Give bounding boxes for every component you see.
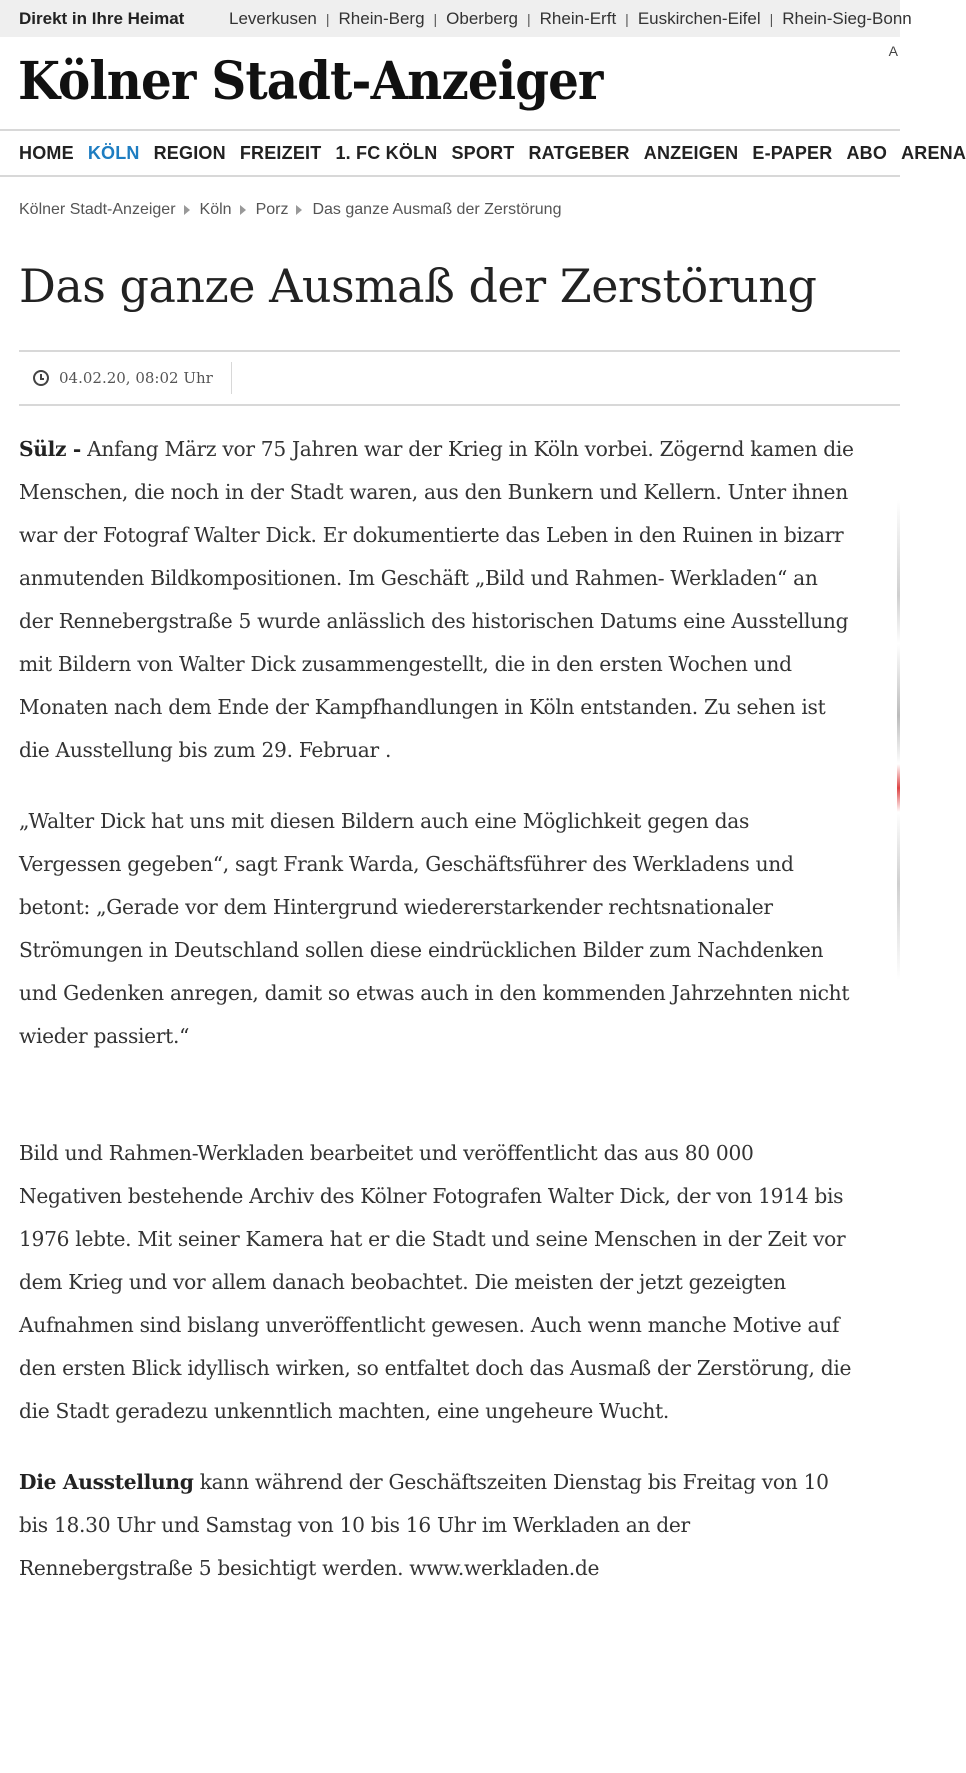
article-paragraph bbox=[19, 428, 857, 772]
page-title: Das ganze Ausmaß der Zerstörung bbox=[19, 259, 817, 313]
region-link-rhein-sieg-bonn[interactable]: Rhein-Sieg-Bonn bbox=[782, 8, 912, 28]
region-separator: | bbox=[433, 10, 438, 27]
nav-item-ratgeber[interactable]: RATGEBER bbox=[528, 142, 630, 163]
site-logo[interactable]: Kölner Stadt-Anzeiger bbox=[18, 51, 603, 112]
nav-item-home[interactable]: HOME bbox=[19, 142, 74, 163]
breadcrumb-item-home[interactable]: Kölner Stadt-Anzeiger bbox=[19, 201, 176, 218]
region-link-rhein-berg[interactable]: Rhein-Berg bbox=[338, 8, 425, 28]
region-links bbox=[229, 9, 912, 29]
regional-topbar bbox=[0, 0, 912, 37]
main-navigation bbox=[0, 131, 966, 177]
masthead bbox=[0, 37, 900, 131]
home-region-label: Direkt in Ihre Heimat bbox=[19, 8, 185, 28]
nav-item-abo[interactable]: ABO bbox=[846, 142, 888, 163]
region-link-euskirchen-eifel[interactable]: Euskirchen-Eifel bbox=[637, 8, 761, 28]
region-link-leverkusen[interactable]: Leverkusen bbox=[229, 8, 317, 28]
nav-item-koeln[interactable]: KÖLN bbox=[87, 142, 140, 163]
breadcrumb-item-current: Das ganze Ausmaß der Zerstörung bbox=[312, 201, 562, 218]
article-paragraph bbox=[19, 1461, 857, 1590]
publish-date: 04.02.20, 08:02 Uhr bbox=[59, 362, 232, 394]
paragraph-lead: Die Ausstellung bbox=[19, 1469, 194, 1494]
region-separator: | bbox=[625, 10, 629, 27]
breadcrumb bbox=[0, 201, 900, 219]
article-paragraph: Bild und Rahmen-Werkladen bearbeitet und veröffentlicht das aus 80 000 Negativen bestehende Archiv des Kölner Fotografen Walter Dick, der von 1914 bis 1976 lebte. Mit seiner Kamera hat er die Stadt und seine Menschen in der Zeit vor dem Krieg und vor allem danach beobachtet. Die meisten der jetzt gezeigten Aufnahmen sind bislang unveröffentlicht gewesen. Auch wenn manche Motive auf den ersten Blick idyllisch wirken, so entfaltet doch das Ausmaß der Zerstörung, die die Stadt geradezu unkenntlich machten, eine ungeheure Wucht. bbox=[19, 1140, 852, 1423]
chevron-right-icon bbox=[184, 205, 190, 215]
chevron-right-icon bbox=[240, 205, 246, 215]
nav-item-freizeit[interactable]: FREIZEIT bbox=[239, 142, 322, 163]
breadcrumb-item-porz[interactable]: Porz bbox=[255, 201, 289, 218]
paragraph-text: kann während der Geschäftszeiten Dienstag bis Freitag von 10 bis 18.30 Uhr und Samstag von 10 bis 16 Uhr im Werkladen an der Rennebergstraße 5 besichtigt werden. www.werkladen.de bbox=[19, 1469, 829, 1580]
article-paragraph: „Walter Dick hat uns mit diesen Bildern auch eine Möglichkeit gegen das Vergessen gegeben“, sagt Frank Warda, Geschäftsführer des Werkladens und betont: „Gerade vor dem Hintergrund wiedererstarkender rechtsnationaler Strömungen in Deutschland sollen diese eindrücklichen Bilder zum Nachdenken und Gedenken anregen, damit so etwas auch in den kommenden Jahrzehnten nicht wieder passiert.“ bbox=[19, 808, 850, 1048]
paragraph-text: Anfang März vor 75 Jahren war der Krieg in Köln vorbei. Zögernd kamen die Menschen, die noch in der Stadt waren, aus den Bunkern und Kellern. Unter ihnen war der Fotograf Walter Dick. Er dokumentierte das Leben in den Ruinen in bizarr anmutenden Bildkompositionen. Im Geschäft „Bild und Rahmen- Werkladen“ an der Rennebergstraße 5 wurde anlässlich des historischen Datums eine Ausstellung mit Bildern von Walter Dick zusammengestellt, die in den ersten Wochen und Monaten nach dem Ende der Kampfhandlungen in Köln entstanden. Zu sehen ist die Ausstellung bis zum 29. Februar . bbox=[19, 436, 854, 762]
nav-item-arena[interactable]: ARENA bbox=[901, 142, 966, 163]
nav-item-sport[interactable]: SPORT bbox=[451, 142, 515, 163]
article-meta bbox=[19, 350, 900, 406]
nav-item-e-paper[interactable]: E-PAPER bbox=[752, 142, 833, 163]
breadcrumb-item-koeln[interactable]: Köln bbox=[199, 201, 232, 218]
region-link-oberberg[interactable]: Oberberg bbox=[446, 8, 518, 28]
nav-item-fc-koeln[interactable]: 1. FC KÖLN bbox=[335, 142, 438, 163]
article-body bbox=[19, 428, 857, 1590]
nav-item-region[interactable]: REGION bbox=[153, 142, 226, 163]
region-link-rhein-erft[interactable]: Rhein-Erft bbox=[539, 8, 617, 28]
masthead-side-text[interactable]: A bbox=[888, 43, 898, 59]
dateline: Sülz - bbox=[19, 436, 81, 461]
nav-item-anzeigen[interactable]: ANZEIGEN bbox=[643, 142, 739, 163]
clock-icon bbox=[33, 370, 49, 386]
region-separator: | bbox=[325, 10, 330, 27]
clipped-sidebar-ad[interactable] bbox=[897, 500, 900, 980]
chevron-right-icon bbox=[296, 205, 302, 215]
region-separator: | bbox=[769, 10, 774, 27]
region-separator: | bbox=[527, 10, 531, 27]
